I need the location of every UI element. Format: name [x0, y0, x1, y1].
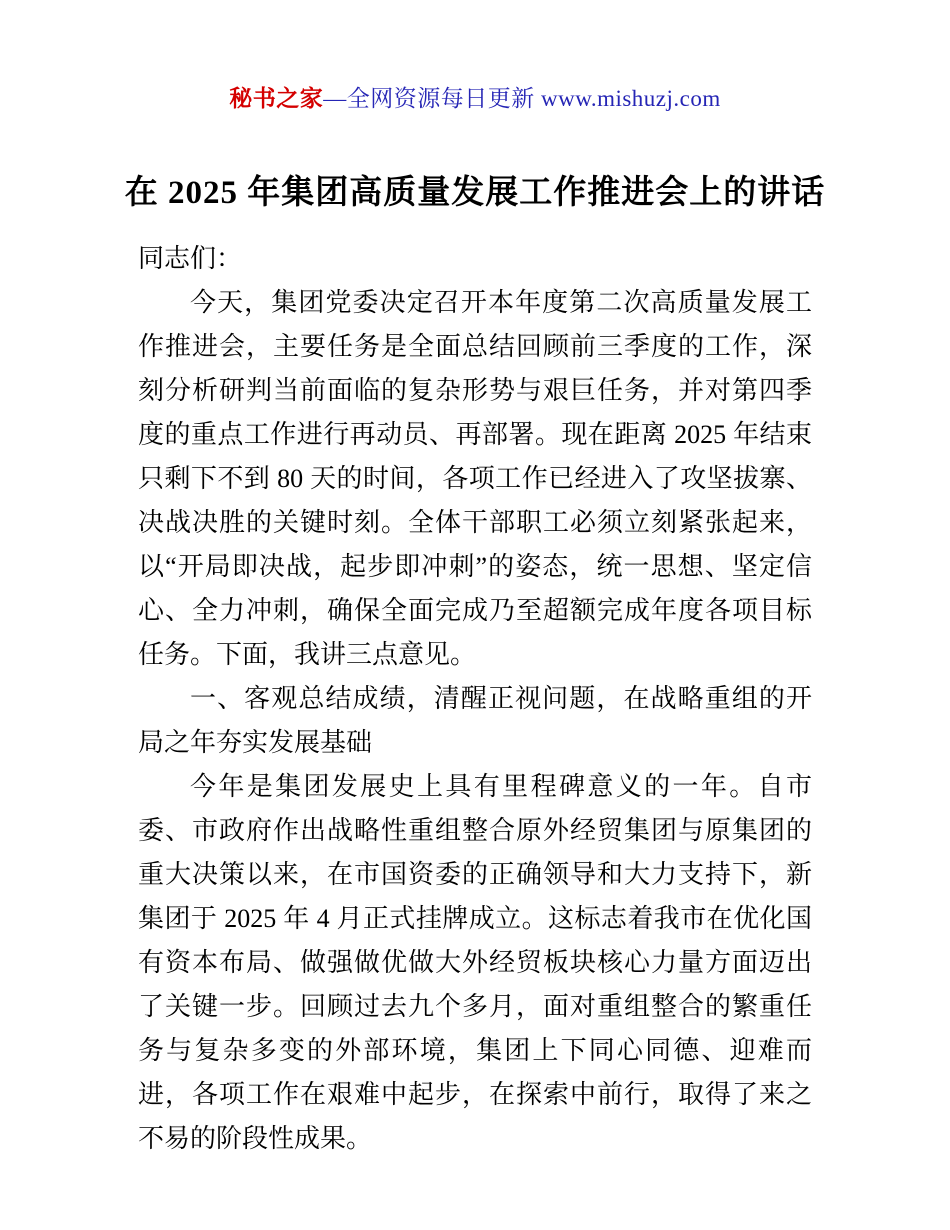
document-body: [0, 237, 950, 1161]
site-url: www.mishuzj.com: [540, 86, 721, 111]
document-title: 在 2025 年集团高质量发展工作推进会上的讲话: [124, 175, 826, 211]
site-brand: 秘书之家: [229, 86, 324, 111]
header-tagline: —全网资源每日更新: [323, 86, 541, 111]
body-paragraph-review: 今年是集团发展史上具有里程碑意义的一年。自市委、市政府作出战略性重组整合原外经贸集团与原集团的重大决策以来，在市国资委的正确领导和大力支持下，新集团于 2025 年 4 月正式挂牌成立。这标志着我市在优化国有资本布局、做强做优做大外经贸板块核心力量方面迈出了关键一步。回顾过去九个多月，面对重组整合的繁重任务与复杂多变的外部环境，集团上下同心同德、迎难而进，各项工作在艰难中起步，在探索中前行，取得了来之不易的阶段性成果。: [138, 772, 812, 1153]
section-heading-one: 一、客观总结成绩，清醒正视问题，在战略重组的开局之年夯实发展基础: [138, 684, 812, 757]
salutation-paragraph: 同志们：: [138, 244, 243, 273]
document-header: [0, 0, 950, 113]
body-paragraph-intro: 今天，集团党委决定召开本年度第二次高质量发展工作推进会，主要任务是全面总结回顾前三季度的工作，深刻分析研判当前面临的复杂形势与艰巨任务，并对第四季度的重点工作进行再动员、再部署。现在距离 2025 年结束只剩下不到 80 天的时间，各项工作已经进入了攻坚拔寨、决战决胜的关键时刻。全体干部职工必须立刻紧张起来，以“开局即决战，起步即冲刺”的姿态，统一思想、坚定信心、全力冲刺，确保全面完成乃至超额完成年度各项目标任务。下面，我讲三点意见。: [138, 288, 812, 669]
